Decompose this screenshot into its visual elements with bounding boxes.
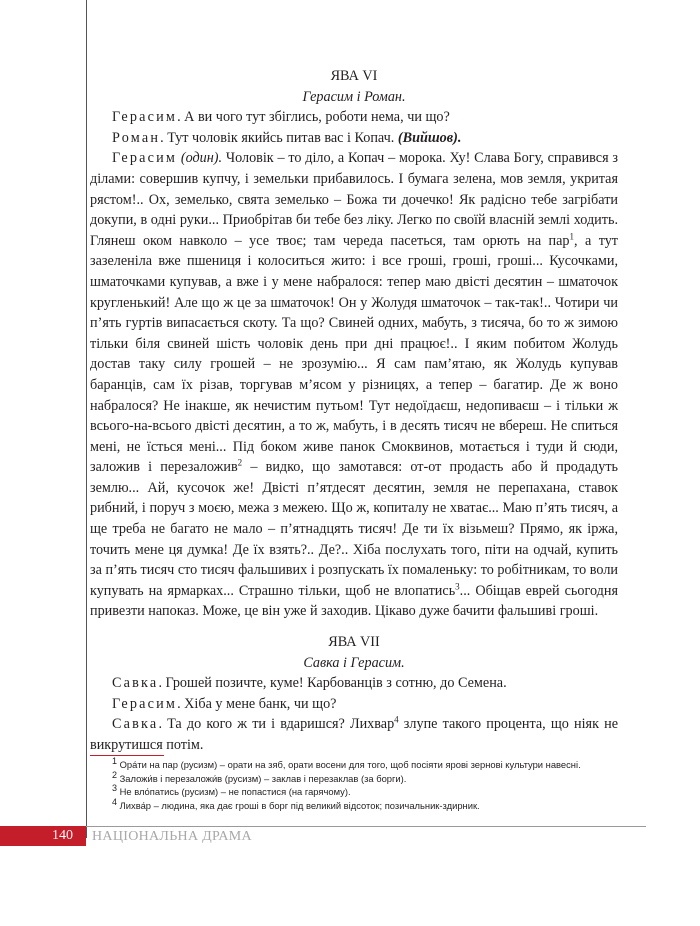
scene-6-subtitle: Герасим і Роман. — [302, 88, 406, 105]
line-text: . А ви чого тут збіглись, роботи нема, чи що? — [177, 109, 450, 126]
footnote-number: 3 — [112, 783, 118, 794]
monologue-text-3: – видко, що замотався: от-от продасть або й продадуть землю... Ай, кусочок же! Двісті п’ятдесят десятин, земля не перепахана, ставок рибний, і поруч з моєю, межа з межею. Що ж, копиталу не хватає... Маю п’ять тисяч, а ще треба не багато не мало – п’ятнадцять тисяч! Де ти їх візьмеш? Прямо, як іржа, точить мене ця думка! Де їх взять?.. Де?.. Хіба послухать того, піти на одчай, купить за п’ять тисяч сто тисяч фальшивих і розпускать їх помаленьку: то робітникам, то воли купувать на ярмарках... Страшно тільки, щоб не влопатись — [90, 459, 618, 599]
scene-7-line-3 — [90, 714, 618, 755]
scene-7-line-2 — [90, 694, 618, 715]
speaker-name: Роман — [112, 129, 161, 146]
footnote-text: Не вло́патись (русизм) – не попастися (на гарячому). — [119, 786, 351, 798]
footnote-text: Заложи́в і перезаложи́в (русизм) – заклав і перезаклав (за борги). — [119, 772, 407, 784]
footnote-ref-4[interactable]: 4 — [394, 714, 399, 725]
footnote-number: 4 — [112, 796, 118, 807]
footnote-4 — [112, 796, 632, 813]
monologue-text-2: , а тут зазеленіла вже пшениця і колоситься жито: і все гроші, гроші, гроші... Кусочками, шматочками купував, а вже і у мене набралося: тепер маю двісті десятин – шматочок кругленький! Але що ж це за шматочок! Он у Жолудя шматочок – так-так!.. Чотири чи п’ять гуртів випасається скоту. Та що? Свиней одних, мабуть, з тисяча, бо то ж зимою тільки біля свиней шість чоловік день при дні працює!.. І яким побитом Жолудь достав таку силу грошей – не зрозумію... Я сам пам’ятаю, як Жолудь купував баранців, сам їх різав, торгував м’ясом у різницях, а тепер – багатир. Де ж воно набралося? Не інакше, як нечистим путьом! Тут недоїдаєш, недопиваєш – і тільки ж всього-на-всього двісті десятин, а то ж, мабуть, і в десять тисяч не вбереш. Не спиться мені, не їсться мені... Під боком живе панок Смоквинов, мотається і туди й сюди, заложив і перезаложив — [90, 232, 618, 476]
line-text: . Грошей позичте, куме! Карбованців з сотню, до Семена. — [158, 675, 507, 692]
footnote-2 — [112, 769, 632, 786]
scene-6-monologue — [90, 148, 618, 622]
footnote-ref-1[interactable]: 1 — [569, 231, 575, 242]
scene-7-line-1 — [90, 673, 618, 694]
main-text — [90, 66, 618, 756]
scene-6-line-1 — [90, 107, 618, 128]
footnote-number: 2 — [112, 769, 118, 780]
footnote-number: 1 — [112, 755, 118, 766]
speaker-name: Герасим — [112, 109, 178, 126]
left-margin-rule — [86, 0, 87, 838]
scene-6-title: ЯВА VI — [330, 68, 378, 84]
line-text: . Хіба у мене банк, чи що? — [177, 695, 337, 712]
speaker-name: Герасим — [112, 695, 178, 712]
section-title: НАЦІОНАЛЬНА ДРАМА — [92, 829, 252, 844]
stage-direction: (Вийшов). — [397, 129, 462, 146]
line-text-2: злупе такого процента, що ніяк не викрутишся потім. — [90, 716, 618, 753]
speaker-name: Савка — [112, 716, 159, 733]
stage-direction: (один). — [177, 150, 223, 167]
page-footer — [0, 826, 700, 846]
footnote-1 — [112, 755, 632, 772]
monologue-text-1: Чоловік – то діло, а Копач – морока. Ху! Слава Богу, справився з ділами: совершив купчу, і земельки прибавилось. І бумага зелена, мов земля, укритая рястом!.. Ох, земелько, свята земелько – Божа ти дочечко! Як радісно тебе загрібати докупи, в одні руки... Приобрітав би тебе без ліку. Легко по своїй власній землі ходить. Глянеш оком навколо – усе твоє; там череда пасеться, там орють на пар — [90, 150, 618, 249]
scene-6-line-2 — [90, 128, 618, 149]
footnote-ref-3[interactable]: 3 — [455, 581, 460, 592]
footnotes — [112, 755, 632, 812]
footnote-ref-2[interactable]: 2 — [237, 457, 243, 468]
scene-7-subtitle: Савка і Герасим. — [303, 654, 405, 671]
footnote-text: Ора́ти на пар (русизм) – орати на зяб, орати восени для того, щоб посіяти ярові зернові культури навесні. — [119, 759, 581, 770]
monologue-text-4: ... Обіщав еврей сьогодня привезти напоказ. Може, це він уже й заходив. Цікаво дуже бачити фальшиві гроші. — [90, 582, 618, 620]
page-number: 140 — [52, 828, 73, 843]
footnote-divider — [90, 755, 164, 756]
line-text: . Тут чоловік якийсь питав вас і Копач. — [160, 129, 398, 146]
speaker-name: Савка — [112, 675, 159, 692]
line-text-1: . Та до кого ж ти і вдаришся? Лихвар — [158, 716, 395, 733]
speaker-name: Герасим — [112, 150, 178, 167]
footnote-3 — [112, 785, 632, 799]
scene-7-title: ЯВА VII — [328, 634, 380, 651]
footnote-text: Лихва́р – людина, яка дає гроші в борг під великий відсоток; позичальник-здирник. — [119, 799, 480, 811]
page-number-block — [0, 826, 86, 846]
